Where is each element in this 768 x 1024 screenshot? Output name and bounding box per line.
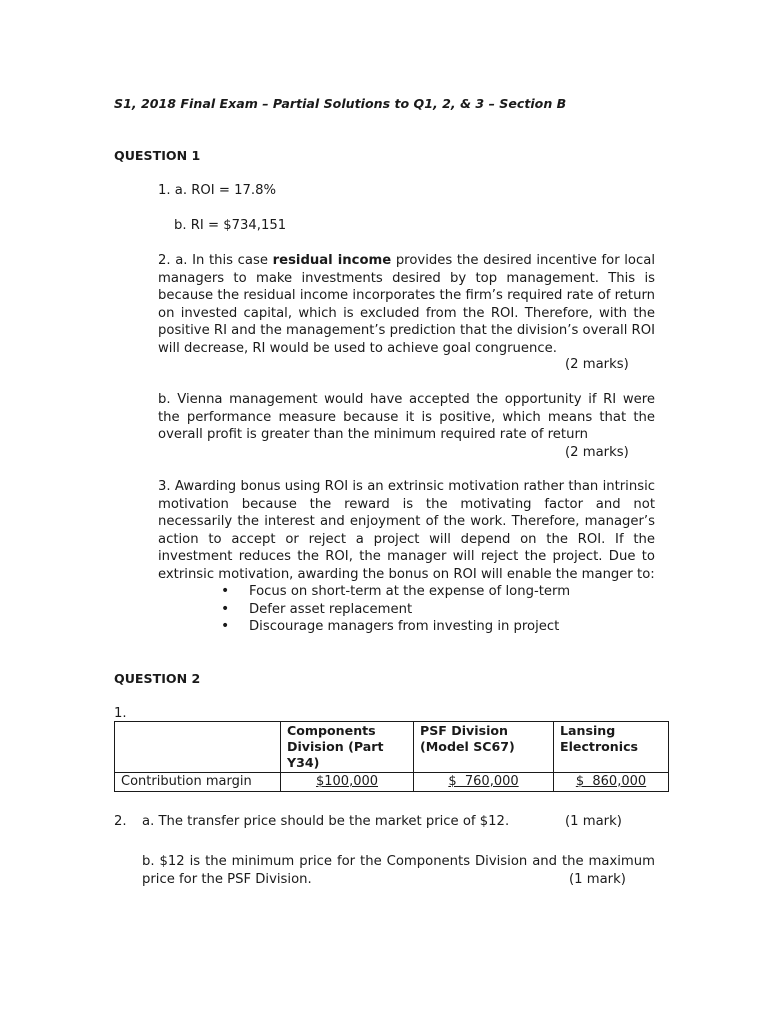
cm-value-components: $100,000 [315, 774, 379, 789]
q2-answer-2a: a. The transfer price should be the market price of $12. [142, 814, 510, 829]
answer-3-paragraph: 3. Awarding bonus using ROI is an extrinsic motivation rather than intrinsic motivation because the reward is the motivating factor and not necessarily the interest and enjoyment of the work. Therefore, manager’s action to accept or reject a project will depend on the ROI. If the investment reduces the ROI, the manager will reject the project. Due to extrinsic motivation, awarding the bonus on ROI will enable the manger to: [158, 479, 655, 582]
table-header-components: Components Division (Part Y34) [281, 722, 414, 773]
answer-2b-marks: (2 marks) [565, 445, 629, 460]
table-row [115, 773, 669, 792]
question-2-heading: QUESTION 2 [114, 671, 201, 686]
row-label: Contribution margin [115, 773, 281, 792]
bullet-item: • Defer asset replacement [221, 601, 641, 619]
page-title: S1, 2018 Final Exam – Partial Solutions to Q1, 2, & 3 – Section B [114, 96, 567, 111]
answer-1a: 1. a. ROI = 17.8% [158, 183, 276, 198]
q2-answer-2b-marks: (1 mark) [565, 871, 626, 889]
answer-3-bullet-list [221, 583, 641, 636]
cm-value-psf: $ 760,000 [448, 774, 519, 789]
q2-item-2-number: 2. [114, 814, 127, 829]
answer-1b: b. RI = $734,151 [174, 218, 287, 233]
q2-answer-2a-marks: (1 mark) [565, 814, 622, 829]
cm-value-lansing: $ 860,000 [575, 774, 647, 789]
bullet-item: • Focus on short-term at the expense of long-term [221, 583, 641, 601]
table-cell [281, 773, 414, 792]
q2-item-1-number: 1. [114, 706, 127, 721]
table-header-lansing: Lansing Electronics [554, 722, 669, 773]
table-header-empty [115, 722, 281, 773]
table-cell [414, 773, 554, 792]
answer-2a-bold-term: residual income [272, 253, 392, 268]
answer-2a-marks: (2 marks) [565, 357, 629, 372]
question-1-heading: QUESTION 1 [114, 148, 201, 163]
contribution-margin-table [114, 721, 669, 792]
answer-2a-paragraph [158, 252, 655, 357]
answer-2b-paragraph: b. Vienna management would have accepted the opportunity if RI were the performance measure because it is positive, which means that the overall profit is greater than the minimum required rate of return [158, 392, 655, 442]
q2-answer-2b: b. $12 is the minimum price for the Components Division and the maximum price for the PSF Division. [142, 854, 655, 887]
table-header-psf: PSF Division (Model SC67) [414, 722, 554, 773]
answer-2a-text-end: provides the desired incentive for local managers to make investments desired by top management. This is because the residual income incorporates the firm’s required rate of return on invested capital, which is excluded from the ROI. Therefore, with the positive RI and the management’s prediction that the division’s overall ROI will decrease, RI would be used to achieve goal congruence. [158, 253, 655, 356]
table-header-row [115, 722, 669, 773]
bullet-item: • Discourage managers from investing in project [221, 618, 641, 636]
table-cell [554, 773, 669, 792]
answer-2a-text-start: 2. a. In this case [158, 253, 273, 268]
